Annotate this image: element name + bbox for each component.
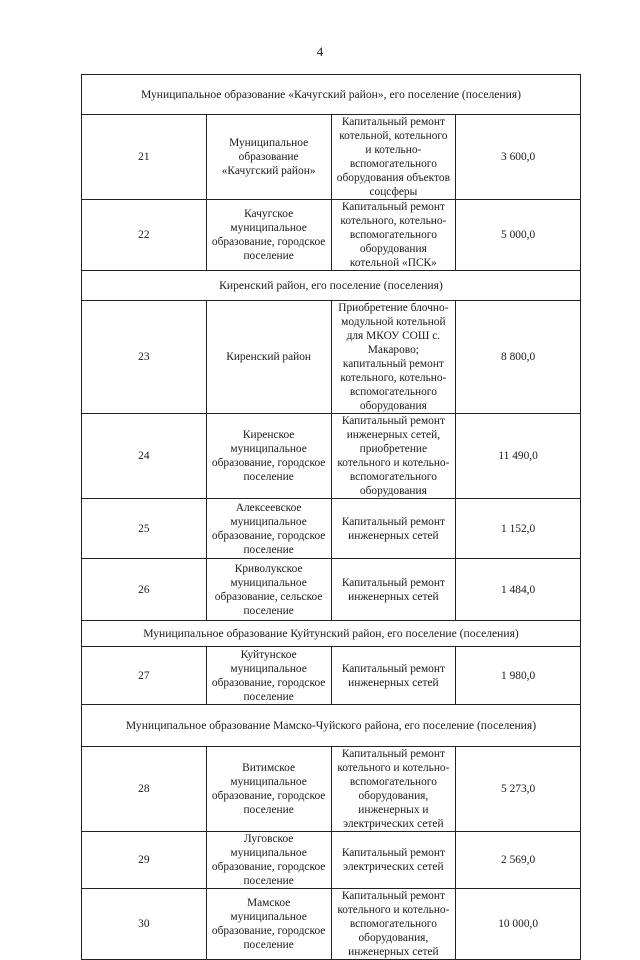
table-row (82, 414, 581, 499)
page-number: 4 (316, 44, 324, 59)
row-number: 29 (82, 832, 207, 889)
work-description: Капитальный ремонт инженерных сетей, приобретение котельного и котельно-вспомогательного оборудования (331, 414, 456, 499)
funding-amount: 5 000,0 (456, 200, 581, 271)
funding-amount: 11 490,0 (456, 414, 581, 499)
row-number: 28 (82, 747, 207, 832)
row-number: 27 (82, 647, 207, 705)
funding-amount: 10 000,0 (456, 889, 581, 960)
funding-amount: 2 569,0 (456, 832, 581, 889)
funding-amount: 1 484,0 (456, 559, 581, 621)
funding-amount: 5 273,0 (456, 747, 581, 832)
work-description: Капитальный ремонт электрических сетей (331, 832, 456, 889)
funding-table (81, 74, 581, 960)
table-row (82, 499, 581, 559)
table-row (82, 647, 581, 705)
section-header-row (82, 75, 581, 115)
row-number: 21 (82, 115, 207, 200)
municipality-name: Киренский район (206, 301, 331, 414)
row-number: 30 (82, 889, 207, 960)
municipality-name: Криволукское муниципальное образование, сельское поселение (206, 559, 331, 621)
work-description: Капитальный ремонт котельного и котельно-вспомогательного оборудования, инженерных сетей (331, 889, 456, 960)
table-row (82, 559, 581, 621)
section-header-row (82, 621, 581, 647)
section-header-row (82, 271, 581, 301)
funding-amount: 8 800,0 (456, 301, 581, 414)
work-description: Приобретение блочно-модульной котельной для МКОУ СОШ с. Макарово; капитальный ремонт котельного, котельно-вспомогательного оборудования (331, 301, 456, 414)
row-number: 22 (82, 200, 207, 271)
funding-amount: 1 152,0 (456, 499, 581, 559)
municipality-name: Куйтунское муниципальное образование, городское поселение (206, 647, 331, 705)
work-description: Капитальный ремонт котельной, котельного и котельно-вспомогательного оборудования объектов соцсферы (331, 115, 456, 200)
work-description: Капитальный ремонт котельного и котельно-вспомогательного оборудования, инженерных и электрических сетей (331, 747, 456, 832)
section-title: Муниципальное образование «Качугский район», его поселение (поселения) (82, 75, 581, 115)
section-title: Муниципальное образование Куйтунский район, его поселение (поселения) (82, 621, 581, 647)
municipality-name: Муниципальное образование «Качугский район» (206, 115, 331, 200)
work-description: Капитальный ремонт инженерных сетей (331, 499, 456, 559)
table-row (82, 115, 581, 200)
section-title: Муниципальное образование Мамско-Чуйского района, его поселение (поселения) (82, 705, 581, 747)
work-description: Капитальный ремонт инженерных сетей (331, 559, 456, 621)
section-title: Киренский район, его поселение (поселения) (82, 271, 581, 301)
municipality-name: Луговское муниципальное образование, городское поселение (206, 832, 331, 889)
municipality-name: Витимское муниципальное образование, городское поселение (206, 747, 331, 832)
municipality-name: Мамское муниципальное образование, городское поселение (206, 889, 331, 960)
row-number: 24 (82, 414, 207, 499)
row-number: 26 (82, 559, 207, 621)
table-row (82, 832, 581, 889)
funding-amount: 3 600,0 (456, 115, 581, 200)
table-row (82, 889, 581, 960)
municipality-name: Алексеевское муниципальное образование, городское поселение (206, 499, 331, 559)
work-description: Капитальный ремонт инженерных сетей (331, 647, 456, 705)
table-row (82, 301, 581, 414)
table-row (82, 200, 581, 271)
section-header-row (82, 705, 581, 747)
table-row (82, 747, 581, 832)
work-description: Капитальный ремонт котельного, котельно-вспомогательного оборудования котельной «ПСК» (331, 200, 456, 271)
row-number: 23 (82, 301, 207, 414)
row-number: 25 (82, 499, 207, 559)
municipality-name: Киренское муниципальное образование, городское поселение (206, 414, 331, 499)
funding-amount: 1 980,0 (456, 647, 581, 705)
municipality-name: Качугское муниципальное образование, городское поселение (206, 200, 331, 271)
